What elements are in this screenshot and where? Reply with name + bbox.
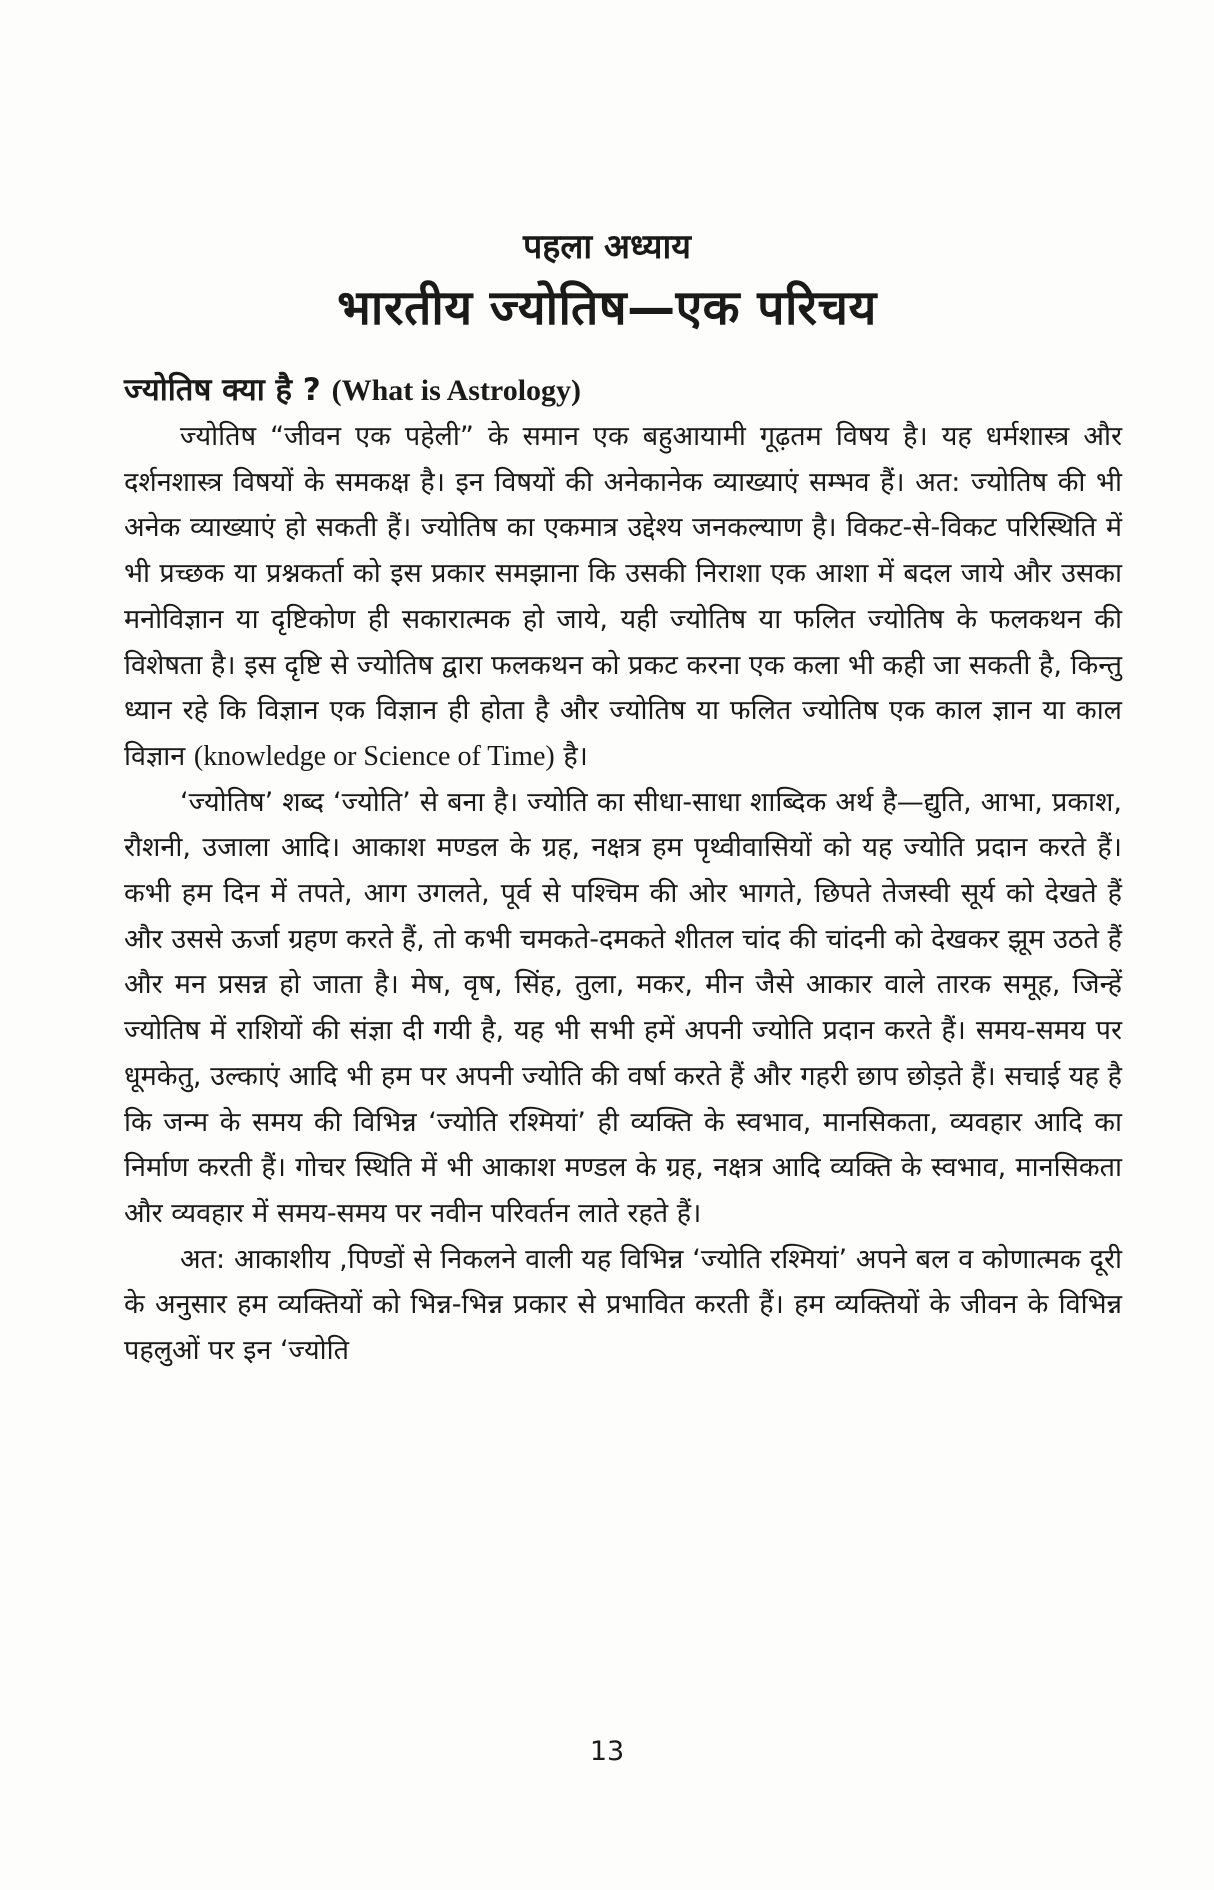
section-heading [124,368,581,410]
section-heading-hindi: ज्योतिष क्या है ? [124,372,321,408]
paragraph-1-end: है। [563,740,588,772]
paragraph-1 [124,414,1122,780]
paragraph-2: ‘ज्योतिष’ शब्द ‘ज्योति’ से बना है। ज्योति का सीधा-साधा शाब्दिक अर्थ है—द्युति, आभा, प्रकाश, रौशनी, उजाला आदि। आकाश मण्डल के ग्रह, नक्षत्र हम पृथ्वीवासियों को यह ज्योति प्रदान करते हैं। कभी हम दिन में तपते, आग उगलते, पूर्व से पश्चिम की ओर भागते, छिपते तेजस्वी सूर्य को देखते हैं और उससे ऊर्जा ग्रहण करते हैं, तो कभी चमकते-दमकते शीतल चांद की चांदनी को देखकर झूम उठते हैं और मन प्रसन्न हो जाता है। मेष, वृष, सिंह, तुला, मकर, मीन जैसे आकार वाले तारक समूह, जिन्हें ज्योतिष में राशियों की संज्ञा दी गयी है, यह भी सभी हमें अपनी ज्योति प्रदान करते हैं। समय-समय पर धूमकेतु, उल्काएं आदि भी हम पर अपनी ज्योति की वर्षा करते हैं और गहरी छाप छोड़ते हैं। सचाई यह है कि जन्म के समय की विभिन्न ‘ज्योति रश्मियां’ ही व्यक्ति के स्वभाव, मानसिकता, व्यवहार आदि का निर्माण करती हैं। गोचर स्थिति में भी आकाश मण्डल के ग्रह, नक्षत्र आदि व्यक्ति के स्वभाव, मानसिकता और व्यवहार में समय-समय पर नवीन परिवर्तन लाते रहते हैं। [124,786,1122,1229]
chapter-title: भारतीय ज्योतिष—एक परिचय [337,280,877,336]
chapter-label: पहला अध्याय [522,227,692,267]
paragraph-1-english-term: (knowledge or Science of Time) [193,740,555,772]
paragraph-1-text: ज्योतिष “जीवन एक पहेली” के समान एक बहुआयामी गूढ़तम विषय है। यह धर्मशास्त्र और दर्शनशास्त्र विषयों के समकक्ष है। इन विषयों की अनेकानेक व्याख्याएं सम्भव हैं। अत: ज्योतिष की भी अनेक व्याख्याएं हो सकती हैं। ज्योतिष का एकमात्र उद्देश्य जनकल्याण है। विकट-से-विकट परिस्थिति में भी प्रच्छक या प्रश्नकर्ता को इस प्रकार समझाना कि उसकी निराशा एक आशा में बदल जाये और उसका मनोविज्ञान या दृष्टिकोण ही सकारात्मक हो जाये, यही ज्योतिष या फलित ज्योतिष के फलकथन की विशेषता है। इस दृष्टि से ज्योतिष द्वारा फलकथन को प्रकट करना एक कला भी कही जा सकती है, किन्तु ध्यान रहे कि विज्ञान एक विज्ञान ही होता है और ज्योतिष या फलित ज्योतिष एक काल ज्ञान या काल विज्ञान [124,421,1122,772]
section-heading-english: (What is Astrology) [331,374,582,407]
paragraph-3: अत: आकाशीय ,पिण्डों से निकलने वाली यह विभिन्न ‘ज्योति रश्मियां’ अपने बल व कोणात्मक दूरी के अनुसार हम व्यक्तियों को भिन्न-भिन्न प्रकार से प्रभावित करती हैं। हम व्यक्तियों के जीवन के विभिन्न पहलुओं पर इन ‘ज्योति [124,1243,1122,1367]
body-text [124,414,1122,1374]
page-number: 13 [589,1736,625,1767]
